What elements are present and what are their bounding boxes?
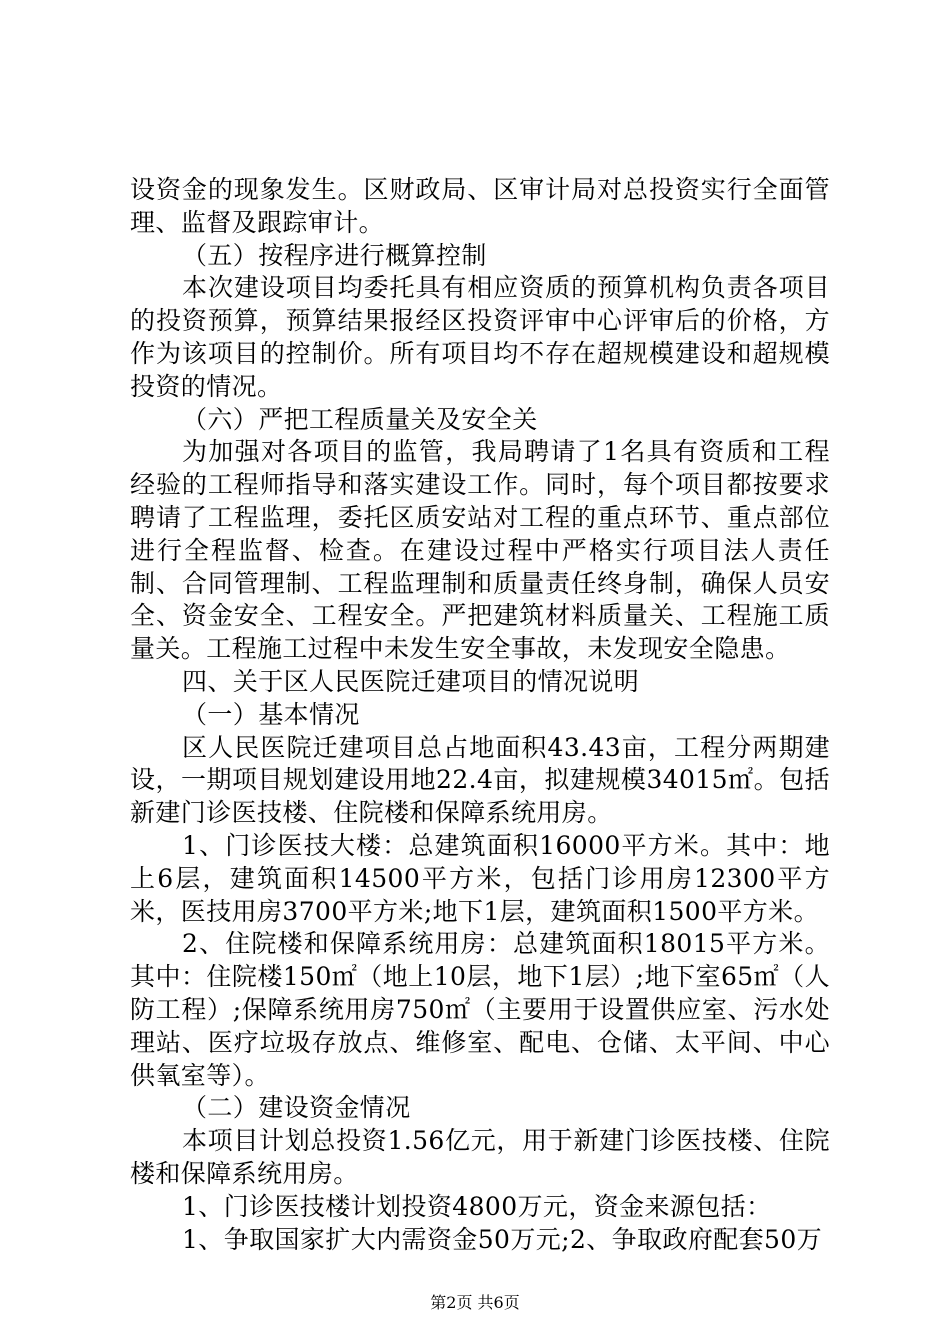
- section-heading-5: （五）按程序进行概算控制: [182, 240, 487, 270]
- section-heading-6: （六）严把工程质量关及安全关: [182, 404, 538, 434]
- subsection-heading-1: （一）基本情况: [182, 699, 360, 729]
- paragraph-basic-info: 区人民医院迁建项目总占地面积43.43亩，工程分两期建设，一期项目规划建设用地22.4亩，拟建规模34015㎡。包括新建门诊医技楼、住院楼和保障系统用房。: [130, 732, 830, 828]
- subsection-heading-2: （二）建设资金情况: [182, 1093, 411, 1123]
- paragraph-inpatient-building: 2、住院楼和保障系统用房：总建筑面积18015平方米。其中：住院楼150㎡（地上10层，地下1层）;地下室65㎡（人防工程）;保障系统用房750㎡（主要用于设置供应室、污水处理站、医疗垃圾存放点、维修室、配电、仓储、太平间、中心供氧室等）。: [130, 929, 830, 1090]
- section-heading-4: 四、关于区人民医院迁建项目的情况说明: [182, 666, 640, 696]
- paragraph-funding-sources: 1、争取国家扩大内需资金50万元;2、争取政府配套50万: [182, 1224, 823, 1254]
- paragraph-total-investment: 本项目计划总投资1.56亿元，用于新建门诊医技楼、住院楼和保障系统用房。: [130, 1126, 830, 1188]
- paragraph-outpatient-building: 1、门诊医技大楼：总建筑面积16000平方米。其中：地上6层，建筑面积14500平方米，包括门诊用房12300平方米，医技用房3700平方米;地下1层，建筑面积1500平方米。: [130, 830, 830, 926]
- document-body: [130, 174, 830, 1256]
- paragraph-outpatient-investment: 1、门诊医技楼计划投资4800万元，资金来源包括：: [182, 1191, 772, 1221]
- paragraph-continuation: 设资金的现象发生。区财政局、区审计局对总投资实行全面管理、监督及跟踪审计。: [130, 175, 830, 237]
- page-footer: 第2页 共6页: [430, 1293, 520, 1312]
- paragraph-budget-control: 本次建设项目均委托具有相应资质的预算机构负责各项目的投资预算，预算结果报经区投资评审中心评审后的价格，方作为该项目的控制价。所有项目均不存在超规模建设和超规模投资的情况。: [130, 273, 830, 401]
- paragraph-quality-safety: 为加强对各项目的监管，我局聘请了1名具有资质和工程经验的工程师指导和落实建设工作。同时，每个项目都按要求聘请了工程监理，委托区质安站对工程的重点环节、重点部位进行全程监督、检查。在建设过程中严格实行项目法人责任制、合同管理制、工程监理制和质量责任终身制，确保人员安全、资金安全、工程安全。严把建筑材料质量关、工程施工质量关。工程施工过程中未发生安全事故，未发现安全隐患。: [130, 437, 830, 664]
